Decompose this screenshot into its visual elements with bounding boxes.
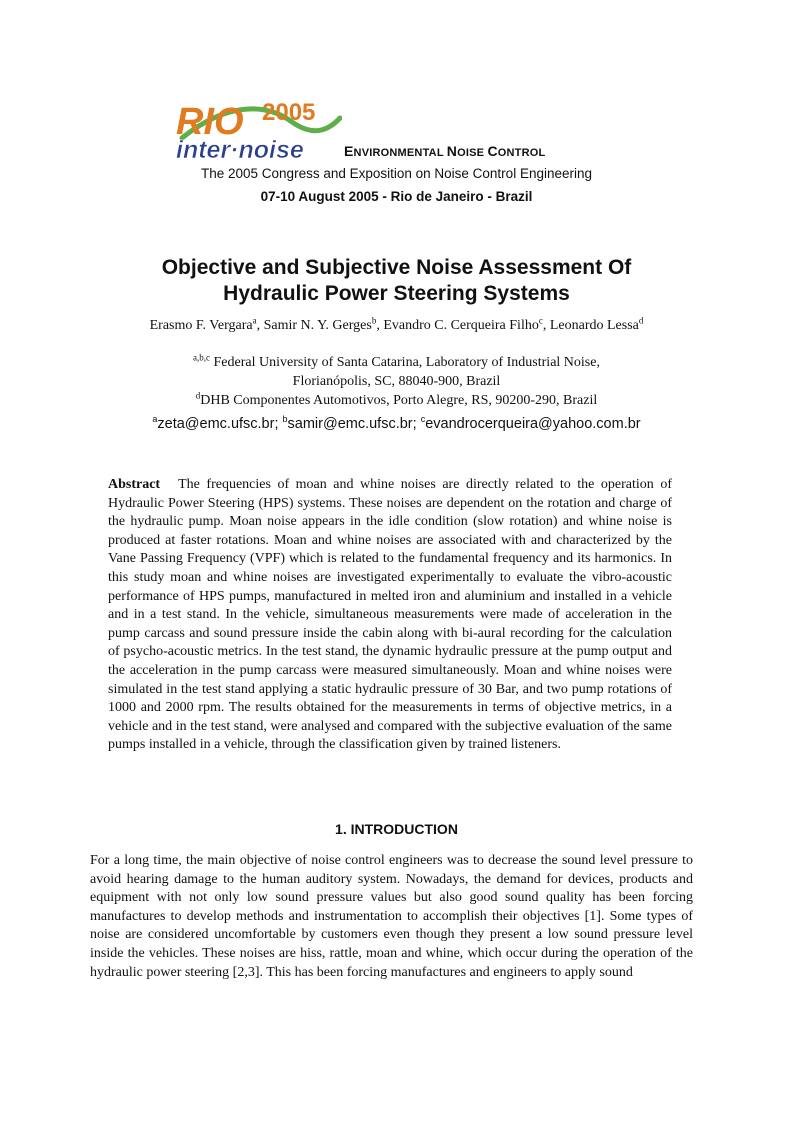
email-link[interactable]: evandrocerqueira@yahoo.com.br [425, 416, 641, 432]
abstract-label: Abstract [108, 477, 161, 492]
author-name: Leonardo Lessa [549, 318, 639, 333]
internoise-logo-graphic [172, 92, 342, 164]
email-link[interactable]: zeta@emc.ufsc.br [157, 416, 275, 432]
author-emails: $^a$zeta@emc.ufsc.br; $^b$samir@emc.ufsc.br; $^c$evandrocerqueira@yahoo.com.br [152, 414, 641, 432]
conference-name: ENVIRONMENTAL NOISE CONTROL [344, 143, 546, 159]
logo-brand-text: inter·noise [176, 136, 304, 164]
paper-title [0, 255, 793, 307]
introduction-paragraph: For a long time, the main objective of noise control engineers was to decrease the sound level pressure to avoid hearing damage to the human auditory system. Nowadays, the demand for devices, products and equipment with not only low sound pressure values but also good sound quality has been forcing manufactures to develop methods and instrumentation to accomplish their objectives [1]. Some types of noise are considered uncomfortable by customers even though they present a low sound pressure level inside the vehicles. These noises are hiss, rattle, moan and whine, which occur during the operation of the hydraulic power steering [2,3]. This has been forcing manufactures and engineers to apply sound [90, 853, 693, 980]
affiliation-1: $^{a,b,c}$ Federal University of Santa Catarina, Laboratory of Industrial Noise, [193, 352, 600, 370]
affiliations [0, 353, 793, 410]
abstract-text: The frequencies of moan and whine noises are directly related to the operation of Hydraulic Power Steering (HPS) systems. These noises are dependent on the rotation and charge of the hydraulic pump. Moan noise appears in the idle condition (slow rotation) and whine noise is produced at faster rotations. Moan and whine noises are associated with and characterized by the Vane Passing Frequency (VPF) which is related to the fundamental frequency and its harmonics. In this study moan and whine noises are investigated experimentally to evaluate the vibro-acoustic performance of HPS pumps, manufactured in melted iron and aluminium and installed in a vehicle and in a test stand. In the vehicle, simultaneous measurements were made of acceleration in the pump carcass and sound pressure inside the cabin along with bi-aural recording for the calculation of psycho-acoustic metrics. In the test stand, the dynamic hydraulic pressure at the pump output and the acceleration in the pump carcass were measured simultaneously. Moan and whine noises were simulated in the test stand applying a static hydraulic pressure of 30 Bar, and two pump rotations of 1000 and 2000 rpm. The results obtained for the measurements in terms of objective metrics, in a vehicle and in the test stand, were analysed and compared with the subjective evaluation of the same pumps installed in a vehicle, through the classification given by trained listeners. [108, 477, 672, 753]
paper-title-line2: Hydraulic Power Steering Systems [223, 282, 570, 305]
conference-dates: 07-10 August 2005 - Rio de Janeiro - Brazil [260, 189, 533, 204]
email-link[interactable]: samir@emc.ufsc.br [287, 416, 413, 432]
affiliation-1-city: Florianópolis, SC, 88040-900, Brazil [292, 374, 501, 389]
author-sup: a [252, 315, 257, 326]
internoise-logo [172, 92, 342, 164]
author-list: Erasmo F. Vergara$^a$, Samir N. Y. Gerges$^b$, Evandro C. Cerqueira Filho$^c$, Leonardo Lessa$^d$ [149, 315, 644, 333]
logo-rio-text: RIO [176, 101, 244, 143]
conference-subtitle: The 2005 Congress and Exposition on Noise Control Engineering [201, 166, 592, 181]
author-name: Erasmo F. Vergara [149, 318, 253, 333]
author-sup: c [538, 315, 543, 326]
author-name: Evandro C. Cerqueira Filho [383, 318, 539, 333]
logo-year-text: 2005 [262, 99, 316, 126]
author-name: Samir N. Y. Gerges [263, 318, 372, 333]
abstract [108, 476, 672, 755]
section-heading-introduction: 1. INTRODUCTION [335, 821, 458, 837]
paper-title-line1: Objective and Subjective Noise Assessment Of [161, 256, 632, 279]
author-sup: d [638, 315, 644, 326]
affiliation-2: $^d$DHB Componentes Automotivos, Porto Alegre, RS, 90200-290, Brazil [195, 390, 598, 408]
author-sup: b [371, 315, 377, 326]
